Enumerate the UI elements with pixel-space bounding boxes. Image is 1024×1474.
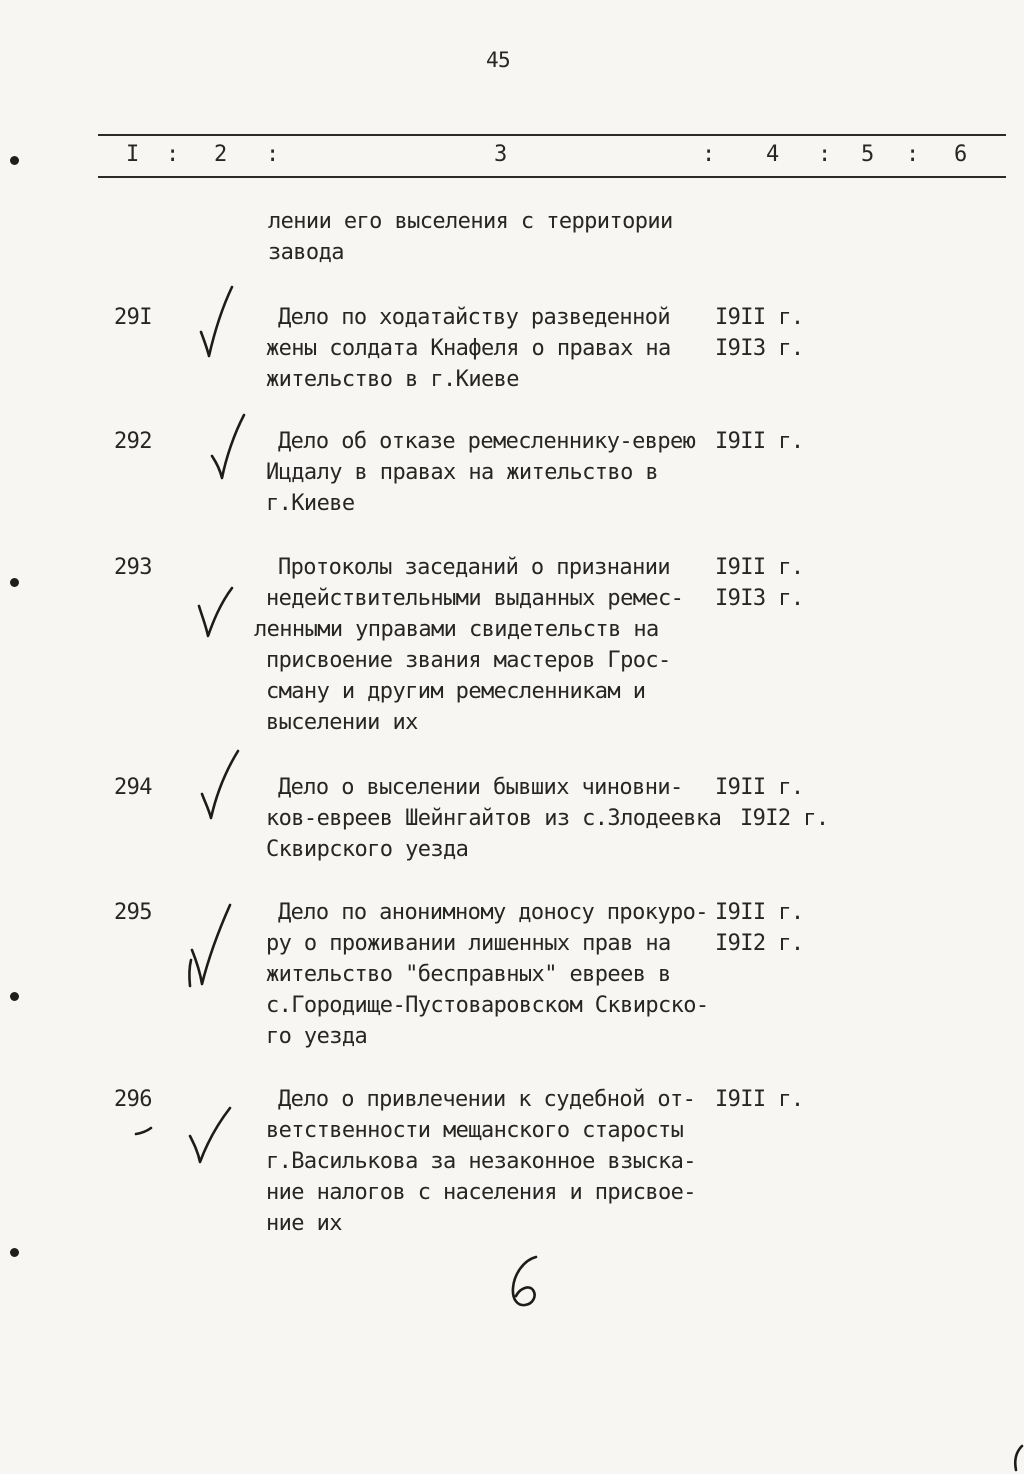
entry-date: I9II г.	[715, 775, 804, 800]
entry-title-line: Ицдалу в правах на жительство в	[266, 460, 658, 485]
col-header-sep: :	[818, 142, 832, 167]
header-bottom-rule	[98, 176, 1006, 178]
entry-title-line: ние налогов с населения и присвое-	[266, 1180, 696, 1205]
col-header-3: 3	[494, 142, 508, 167]
checkmark-icon	[196, 586, 238, 642]
col-header-sep: :	[906, 142, 920, 167]
handwritten-six-icon	[504, 1252, 546, 1310]
entry-title-line: сману и другим ремесленникам и	[266, 679, 646, 704]
punch-hole	[10, 992, 19, 1001]
margin-mark-icon	[134, 1126, 154, 1138]
entry-number: 296	[114, 1087, 152, 1112]
checkmark-icon	[198, 748, 242, 824]
entry-title-line: ленными управами свидетельств на	[254, 617, 659, 642]
entry-date: I9II г.	[715, 555, 804, 580]
entry-title-line: с.Городище-Пустоваровском Сквирско-	[266, 993, 709, 1018]
col-header-6: 6	[954, 142, 968, 167]
checkmark-icon	[186, 902, 234, 990]
entry-title-line: жены солдата Кнафеля о правах на	[266, 336, 671, 361]
col-header-5: 5	[861, 142, 875, 167]
entry-date: I9I3 г.	[715, 586, 804, 611]
entry-number: 294	[114, 775, 152, 800]
entry-title-line: г.Василькова за незаконное взыска-	[266, 1149, 696, 1174]
entry-title-line: выселении их	[266, 710, 418, 735]
entry-title-line: Дело по анонимному доносу прокуро-	[278, 900, 708, 925]
col-header-1: I	[126, 142, 140, 167]
continuation-line: завода	[268, 240, 344, 265]
entry-date: I9II г.	[715, 305, 804, 330]
entry-date: I9II г.	[715, 900, 804, 925]
entry-title-line: присвоение звания мастеров Грос-	[266, 648, 671, 673]
continuation-line: лении его выселения с территории	[268, 209, 673, 234]
entry-number: 293	[114, 555, 152, 580]
entry-date: I9II г.	[715, 1087, 804, 1112]
col-header-2: 2	[214, 142, 228, 167]
entry-title-line: Дело по ходатайству разведенной	[278, 305, 670, 330]
entry-title-line: Сквирского уезда	[266, 837, 469, 862]
entry-date: I9I2 г.	[715, 931, 804, 956]
entry-date: I9I2 г.	[740, 806, 829, 831]
entry-title-line: Дело о выселении бывших чиновни-	[278, 775, 683, 800]
col-header-sep: :	[702, 142, 716, 167]
checkmark-icon	[208, 412, 248, 484]
entry-title-line: го уезда	[266, 1024, 368, 1049]
punch-hole	[10, 1248, 19, 1257]
checkmark-icon	[198, 284, 238, 360]
entry-title-line: ветственности мещанского старосты	[266, 1118, 684, 1143]
entry-title-line: жительство "бесправных" евреев в	[266, 962, 671, 987]
col-header-4: 4	[766, 142, 780, 167]
entry-title-line: г.Киеве	[266, 491, 355, 516]
entry-number: 29I	[114, 305, 152, 330]
col-header-sep: :	[266, 142, 280, 167]
entry-number: 292	[114, 429, 152, 454]
page-corner-icon	[1010, 1444, 1024, 1474]
entry-date: I9I3 г.	[715, 336, 804, 361]
checkmark-icon	[186, 1106, 234, 1166]
entry-title-line: Дело об отказе ремесленнику-еврею	[278, 429, 696, 454]
header-top-rule	[98, 134, 1006, 136]
entry-title-line: жительство в г.Киеве	[266, 367, 519, 392]
punch-hole	[10, 156, 19, 165]
entry-title-line: Протоколы заседаний о признании	[278, 555, 670, 580]
entry-number: 295	[114, 900, 152, 925]
entry-date: I9II г.	[715, 429, 804, 454]
page-number: 45	[486, 48, 511, 72]
entry-title-line: ру о проживании лишенных прав на	[266, 931, 671, 956]
punch-hole	[10, 578, 19, 587]
entry-title-line: недействительными выданных ремес-	[266, 586, 684, 611]
entry-title-line: ние их	[266, 1211, 342, 1236]
entry-title-line: ков-евреев Шейнгайтов из с.Злодеевка	[266, 806, 722, 831]
col-header-sep: :	[166, 142, 180, 167]
entry-title-line: Дело о привлечении к судебной от-	[278, 1087, 696, 1112]
